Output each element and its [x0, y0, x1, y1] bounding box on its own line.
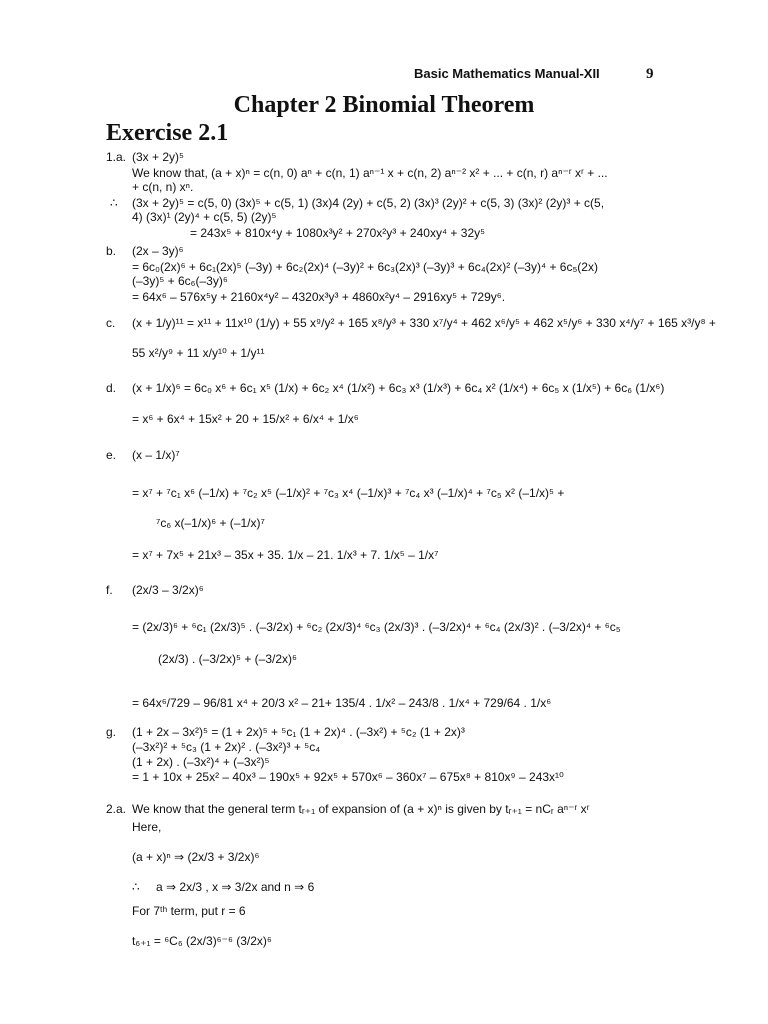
q2a-values: a ⇒ 2x/3 , x ⇒ 3/2x and n ⇒ 6: [156, 880, 315, 894]
q1e-expression: (x – 1/x)⁷: [132, 448, 180, 462]
q1e-expansion: = x⁷ + ⁷c₁ x⁶ (–1/x) + ⁷c₂ x⁵ (–1/x)² + ⁷c₃ x⁴ (–1/x)³ + ⁷c₄ x³ (–1/x)⁴ + ⁷c₅ x² (–1/x)⁵ +: [132, 486, 565, 500]
q1g-expansion-cont-2: (1 + 2x) . (–3x²)⁴ + (–3x²)⁵: [132, 755, 270, 769]
exercise-title: Exercise 2.1: [106, 120, 229, 146]
q1c-expansion-cont: 55 x²/y⁹ + 11 x/y¹⁰ + 1/y¹¹: [132, 346, 265, 360]
label-therefore: ∴: [110, 196, 118, 210]
q2a-here: Here,: [132, 820, 162, 834]
q1f-expansion: = (2x/3)⁶ + ⁶c₁ (2x/3)⁵ . (–3/2x) + ⁶c₂ (2x/3)⁴ ⁶c₃ (2x/3)³ . (–3/2x)⁴ + ⁶c₄ (2x/3)² . (–3/2x)⁴ + ⁶c₅: [132, 620, 621, 634]
q1g-result: = 1 + 10x + 25x² – 40x³ – 190x⁵ + 92x⁵ + 570x⁶ – 360x⁷ – 675x⁸ + 810x⁹ – 243x¹⁰: [132, 770, 564, 784]
q1b-expansion-cont: (–3y)⁵ + 6c₆(–3y)⁶: [132, 274, 228, 288]
q1d-expansion: (x + 1/x)⁶ = 6c₀ x⁶ + 6c₁ x⁵ (1/x) + 6c₂ x⁴ (1/x²) + 6c₃ x³ (1/x³) + 6c₄ x² (1/x⁴) + 6c₅ x (1/x⁵) + 6c₆ (1/x⁶): [132, 381, 665, 395]
q1a-expression: (3x + 2y)⁵: [132, 150, 184, 164]
q2a-general-term: We know that the general term tᵣ₊₁ of expansion of (a + x)ⁿ is given by tᵣ₊₁ = nCᵣ aⁿ⁻ʳ xʳ: [132, 802, 590, 816]
q1g-expansion: (1 + 2x – 3x²)⁵ = (1 + 2x)⁵ + ⁵c₁ (1 + 2x)⁴ . (–3x²) + ⁵c₂ (1 + 2x)³: [132, 725, 465, 739]
q1f-expression: (2x/3 – 3/2x)⁶: [132, 583, 204, 597]
label-f: f.: [106, 583, 113, 597]
chapter-title: Chapter 2 Binomial Theorem: [233, 92, 535, 118]
q1b-expression: (2x – 3y)⁶: [132, 244, 184, 258]
q1g-expansion-cont-1: (–3x²)² + ⁵c₃ (1 + 2x)² . (–3x²)³ + ⁵c₄: [132, 740, 321, 754]
q1a-expansion-cont: 4) (3x)¹ (2y)⁴ + c(5, 5) (2y)⁵: [132, 210, 277, 224]
running-header: [414, 66, 654, 82]
q1d-result: = x⁶ + 6x⁴ + 15x² + 20 + 15/x² + 6/x⁴ + 1/x⁶: [132, 412, 359, 426]
q1a-formula-cont: + c(n, n) xⁿ.: [132, 180, 194, 194]
label-therefore-2: ∴: [132, 880, 140, 894]
label-g: g.: [106, 725, 117, 739]
q1b-expansion: = 6c₀(2x)⁶ + 6c₁(2x)⁵ (–3y) + 6c₂(2x)⁴ (–3y)² + 6c₃(2x)³ (–3y)³ + 6c₄(2x)² (–3y)⁴ + 6c₅(2x): [132, 260, 598, 274]
q1e-result: = x⁷ + 7x⁵ + 21x³ – 35x + 35. 1/x – 21. 1/x³ + 7. 1/x⁵ – 1/x⁷: [132, 548, 439, 562]
q2a-seventh-term: For 7ᵗʰ term, put r = 6: [132, 904, 246, 918]
label-1a: 1.a.: [106, 150, 127, 164]
label-e: e.: [106, 448, 117, 462]
manual-title: Basic Mathematics Manual-XII: [414, 66, 600, 81]
q2a-t7: t₆₊₁ = ⁶C₆ (2x/3)⁶⁻⁶ (3/2x)⁶: [132, 934, 272, 948]
q1e-expansion-cont: ⁷c₆ x(–1/x)⁶ + (–1/x)⁷: [156, 516, 265, 530]
q1c-expansion: (x + 1/y)¹¹ = x¹¹ + 11x¹⁰ (1/y) + 55 x⁹/y² + 165 x⁸/y³ + 330 x⁷/y⁴ + 462 x⁶/y⁵ + 462 x⁵/y⁶ + 330 x⁴/y⁷ + 165 x³/y⁸ +: [132, 316, 716, 330]
label-2a: 2.a.: [106, 802, 127, 816]
q2a-mapping: (a + x)ⁿ ⇒ (2x/3 + 3/2x)⁶: [132, 850, 260, 864]
label-d: d.: [106, 381, 117, 395]
page-number: 9: [646, 66, 654, 82]
q1f-result: = 64x⁶/729 – 96/81 x⁴ + 20/3 x² – 21+ 135/4 . 1/x² – 243/8 . 1/x⁴ + 729/64 . 1/x⁶: [132, 696, 552, 710]
q1f-expansion-cont: (2x/3) . (–3/2x)⁵ + (–3/2x)⁶: [158, 652, 297, 666]
q1a-formula: We know that, (a + x)ⁿ = c(n, 0) aⁿ + c(n, 1) aⁿ⁻¹ x + c(n, 2) aⁿ⁻² x² + ... + c(n, r) aⁿ⁻ʳ xʳ + ...: [132, 166, 608, 180]
q1a-expansion: (3x + 2y)⁵ = c(5, 0) (3x)⁵ + c(5, 1) (3x)4 (2y) + c(5, 2) (3x)³ (2y)² + c(5, 3) (3x)² (2y)³ + c(5,: [132, 196, 605, 210]
label-c: c.: [106, 316, 116, 330]
q1a-result: = 243x⁵ + 810x⁴y + 1080x³y² + 270x²y³ + 240xy⁴ + 32y⁵: [190, 226, 486, 240]
q1b-result: = 64x⁶ – 576x⁵y + 2160x⁴y² – 4320x³y³ + 4860x²y⁴ – 2916xy⁵ + 729y⁶.: [132, 290, 506, 304]
label-b: b.: [106, 244, 117, 258]
